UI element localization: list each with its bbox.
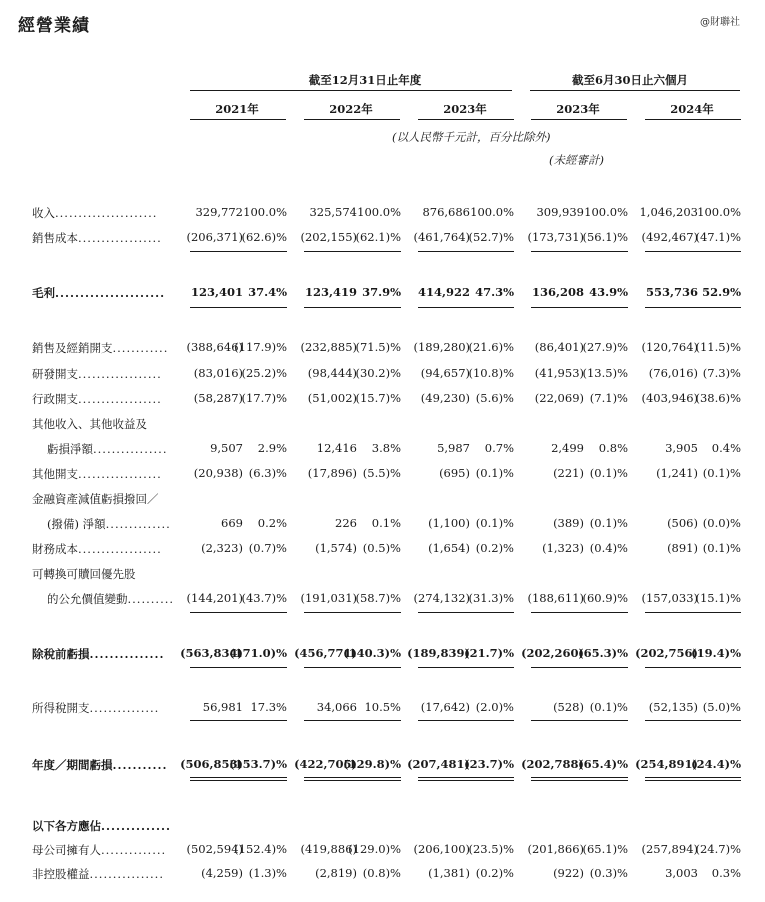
amount-cell: (1,381)	[428, 866, 470, 880]
row-label-text: 毛利	[32, 286, 55, 300]
total-rule	[531, 720, 628, 721]
amount-cell: (52,135)	[648, 700, 698, 714]
group-header-six-months: 截至6月30日止六個月	[571, 73, 688, 87]
row-label	[32, 757, 168, 773]
row-label-text: (撥備) 淨額	[47, 517, 106, 531]
percent-cell: (129.8)%	[343, 757, 401, 771]
amount-cell: (206,100)	[413, 842, 470, 856]
amount-cell: 12,416	[316, 441, 357, 455]
leader-dots: ..........	[127, 592, 175, 606]
row-label	[32, 416, 147, 432]
percent-cell: (23.7)%	[464, 757, 514, 771]
year-underline-2024-h1	[645, 119, 741, 120]
leader-dots: ................	[93, 442, 168, 456]
percent-cell: (58.7)%	[355, 591, 401, 605]
percent-cell: 100.0%	[584, 205, 628, 219]
amount-cell: 136,208	[531, 285, 584, 299]
table-row	[0, 340, 765, 358]
leader-dots: ..............	[101, 819, 172, 833]
percent-cell: (0.1)%	[475, 516, 514, 530]
percent-cell: 47.3%	[475, 285, 514, 299]
amount-cell: (419,886)	[300, 842, 357, 856]
amount-cell: (202,155)	[300, 230, 357, 244]
percent-cell: (24.7)%	[695, 842, 741, 856]
total-rule	[418, 251, 514, 252]
row-label-text: 年度／期間虧損	[32, 758, 113, 772]
leader-dots: ................	[89, 867, 164, 881]
amount-cell: 9,507	[210, 441, 243, 455]
watermark: @財聯社	[700, 17, 740, 28]
row-label	[32, 466, 162, 482]
amount-cell: (891)	[667, 541, 698, 555]
percent-cell: (15.7)%	[355, 391, 401, 405]
amount-cell: (202,260)	[521, 646, 584, 660]
total-rule	[418, 780, 514, 781]
amount-cell: (695)	[439, 466, 470, 480]
row-label	[32, 842, 166, 858]
row-label	[32, 491, 159, 507]
group-header-annual: 截至12月31日止年度	[308, 73, 422, 87]
percent-cell: (13.5)%	[582, 366, 628, 380]
percent-cell: (65.3)%	[578, 646, 628, 660]
amount-cell: (456,771)	[294, 646, 357, 660]
year-header-2022: 2022年	[329, 102, 373, 116]
table-row	[0, 541, 765, 559]
amount-cell: 669	[221, 516, 243, 530]
year-underline-2021	[190, 119, 286, 120]
amount-cell: (922)	[553, 866, 584, 880]
row-label	[32, 366, 162, 382]
percent-cell: (60.9)%	[582, 591, 628, 605]
amount-cell: (221)	[553, 466, 584, 480]
row-label-text: 財務成本	[32, 542, 78, 556]
table-row	[0, 700, 765, 718]
total-rule	[190, 720, 287, 721]
percent-cell: (10.8)%	[468, 366, 514, 380]
amount-cell: (506)	[667, 516, 698, 530]
percent-cell: (65.4)%	[578, 757, 628, 771]
amount-cell: (1,323)	[542, 541, 584, 555]
amount-cell: (22,069)	[534, 391, 584, 405]
amount-cell: 2,499	[551, 441, 584, 455]
percent-cell: (129.0)%	[348, 842, 401, 856]
percent-cell: 37.4%	[248, 285, 287, 299]
year-header-2023: 2023年	[443, 102, 487, 116]
amount-cell: (157,033)	[641, 591, 698, 605]
amount-cell: (4,259)	[201, 866, 243, 880]
total-rule	[418, 307, 514, 308]
amount-cell: 414,922	[417, 285, 470, 299]
total-rule	[304, 307, 401, 308]
percent-cell: (5.0)%	[702, 700, 741, 714]
percent-cell: (7.1)%	[589, 391, 628, 405]
amount-cell: (389)	[553, 516, 584, 530]
percent-cell: 3.8%	[371, 441, 401, 455]
amount-cell: 876,686	[422, 205, 470, 219]
row-label	[32, 391, 162, 407]
amount-cell: (1,100)	[428, 516, 470, 530]
total-rule	[418, 720, 514, 721]
row-label-text: 虧損淨額	[47, 442, 93, 456]
amount-cell: (120,764)	[641, 340, 698, 354]
amount-cell: (173,731)	[527, 230, 584, 244]
amount-cell: 226	[335, 516, 357, 530]
percent-cell: (19.4)%	[691, 646, 741, 660]
row-label-text: 其他收入、其他收益及	[32, 417, 147, 431]
amount-cell: (502,594)	[186, 842, 243, 856]
percent-cell: (152.4)%	[234, 842, 287, 856]
leader-dots: ..............	[105, 517, 171, 531]
table-row	[0, 757, 765, 775]
amount-cell: (528)	[553, 700, 584, 714]
row-label-text: 銷售及經銷開支	[32, 341, 113, 355]
amount-cell: (422,705)	[294, 757, 357, 771]
amount-cell: (274,132)	[413, 591, 470, 605]
percent-cell: 100.0%	[470, 205, 514, 219]
leader-dots: ..................	[78, 542, 162, 556]
percent-cell: (38.6)%	[695, 391, 741, 405]
row-label-text: 的公允價值變動	[47, 592, 128, 606]
table-row	[0, 466, 765, 484]
leader-dots: ...........	[112, 758, 168, 772]
amount-cell: 56,981	[202, 700, 243, 714]
percent-cell: (0.2)%	[475, 541, 514, 555]
total-rule	[531, 612, 628, 613]
leader-dots: ..................	[78, 231, 162, 245]
row-label	[32, 700, 159, 716]
percent-cell: (0.1)%	[475, 466, 514, 480]
group-underline-six-months	[530, 90, 740, 91]
percent-cell: (0.1)%	[702, 541, 741, 555]
leader-dots: ..............	[101, 843, 167, 857]
row-label	[32, 205, 157, 221]
percent-cell: 37.9%	[362, 285, 401, 299]
amount-cell: (17,896)	[307, 466, 357, 480]
percent-cell: (117.9)%	[234, 340, 287, 354]
percent-cell: (24.4)%	[691, 757, 741, 771]
percent-cell: (0.1)%	[589, 466, 628, 480]
percent-cell: (0.5)%	[362, 541, 401, 555]
row-label-text: 可轉換可贖回優先股	[32, 567, 136, 581]
percent-cell: (65.1)%	[582, 842, 628, 856]
amount-cell: (506,853)	[180, 757, 243, 771]
amount-cell: (207,481)	[407, 757, 470, 771]
amount-cell: (189,839)	[407, 646, 470, 660]
amount-cell: (254,891)	[635, 757, 698, 771]
amount-cell: (202,788)	[521, 757, 584, 771]
total-rule	[531, 667, 628, 668]
total-rule	[645, 667, 741, 668]
percent-cell: (5.6)%	[475, 391, 514, 405]
group-underline-annual	[190, 90, 512, 91]
amount-cell: 3,905	[665, 441, 698, 455]
percent-cell: (0.7)%	[248, 541, 287, 555]
total-rule	[645, 251, 741, 252]
percent-cell: (0.1)%	[589, 516, 628, 530]
row-label	[32, 566, 136, 582]
amount-cell: (41,953)	[534, 366, 584, 380]
table-row	[0, 818, 765, 836]
percent-cell: 2.9%	[257, 441, 287, 455]
total-rule	[190, 251, 287, 252]
percent-cell: (62.1)%	[355, 230, 401, 244]
total-rule	[190, 612, 287, 613]
percent-cell: (62.6)%	[241, 230, 287, 244]
percent-cell: (30.2)%	[355, 366, 401, 380]
row-label-text: 母公司擁有人	[32, 843, 101, 857]
amount-cell: (94,657)	[420, 366, 470, 380]
amount-cell: (76,016)	[648, 366, 698, 380]
percent-cell: 0.2%	[257, 516, 287, 530]
percent-cell: (47.1)%	[695, 230, 741, 244]
row-label	[32, 340, 168, 356]
total-rule	[645, 780, 741, 781]
total-rule	[645, 777, 741, 778]
amount-cell: 123,419	[304, 285, 357, 299]
table-row	[0, 391, 765, 409]
row-label-text: 其他開支	[32, 467, 78, 481]
unaudited-note: (未經審計)	[549, 153, 604, 167]
amount-cell: 34,066	[316, 700, 357, 714]
amount-cell: 1,046,203	[639, 205, 698, 219]
amount-cell: (191,031)	[300, 591, 357, 605]
percent-cell: (21.6)%	[468, 340, 514, 354]
amount-cell: (17,642)	[420, 700, 470, 714]
table-row	[0, 842, 765, 860]
amount-cell: (563,834)	[180, 646, 243, 660]
total-rule	[304, 251, 401, 252]
percent-cell: (52.7)%	[468, 230, 514, 244]
row-label	[32, 285, 165, 301]
amount-cell: (2,323)	[201, 541, 243, 555]
row-label	[32, 818, 171, 834]
year-underline-2023	[418, 119, 514, 120]
percent-cell: (0.1)%	[702, 466, 741, 480]
percent-cell: 0.3%	[711, 866, 741, 880]
total-rule	[531, 780, 628, 781]
amount-cell: 5,987	[437, 441, 470, 455]
total-rule	[304, 777, 401, 778]
percent-cell: (153.7)%	[229, 757, 287, 771]
amount-cell: (51,002)	[307, 391, 357, 405]
leader-dots: ..................	[78, 392, 162, 406]
percent-cell: (31.3)%	[468, 591, 514, 605]
leader-dots: ......................	[55, 206, 158, 220]
amount-cell: (189,280)	[413, 340, 470, 354]
total-rule	[190, 780, 287, 781]
leader-dots: ...............	[89, 647, 165, 661]
table-row	[0, 646, 765, 664]
table-row	[0, 416, 765, 434]
total-rule	[645, 720, 741, 721]
percent-cell: 100.0%	[697, 205, 741, 219]
percent-cell: (6.3)%	[248, 466, 287, 480]
currency-note: (以人民幣千元計，百分比除外)	[392, 130, 551, 144]
amount-cell: (144,201)	[186, 591, 243, 605]
amount-cell: (202,756)	[635, 646, 698, 660]
row-label-text: 銷售成本	[32, 231, 78, 245]
row-label	[32, 646, 165, 662]
amount-cell: (86,401)	[534, 340, 584, 354]
total-rule	[645, 612, 741, 613]
table-row	[0, 516, 765, 534]
percent-cell: (140.3)%	[343, 646, 401, 660]
table-row	[0, 205, 765, 223]
percent-cell: (0.0)%	[702, 516, 741, 530]
total-rule	[418, 667, 514, 668]
total-rule	[304, 667, 401, 668]
amount-cell: (257,894)	[641, 842, 698, 856]
row-label-text: 非控股權益	[32, 867, 90, 881]
percent-cell: (171.0)%	[229, 646, 287, 660]
year-underline-2023-h1	[531, 119, 627, 120]
percent-cell: (71.5)%	[355, 340, 401, 354]
year-header-2023-h1: 2023年	[556, 102, 600, 116]
row-label-text: 收入	[32, 206, 55, 220]
total-rule	[190, 777, 287, 778]
amount-cell: (20,938)	[193, 466, 243, 480]
percent-cell: (5.5)%	[362, 466, 401, 480]
percent-cell: (7.3)%	[702, 366, 741, 380]
amount-cell: (58,287)	[193, 391, 243, 405]
table-row	[0, 230, 765, 248]
total-rule	[531, 307, 628, 308]
percent-cell: 43.9%	[589, 285, 628, 299]
percent-cell: (25.2)%	[241, 366, 287, 380]
amount-cell: (206,371)	[186, 230, 243, 244]
leader-dots: ......................	[55, 286, 166, 300]
percent-cell: (0.3)%	[589, 866, 628, 880]
table-row	[0, 441, 765, 459]
table-row	[0, 866, 765, 884]
percent-cell: (23.5)%	[468, 842, 514, 856]
percent-cell: (43.7)%	[241, 591, 287, 605]
total-rule	[418, 777, 514, 778]
row-label-text: 行政開支	[32, 392, 78, 406]
row-label-text: 研發開支	[32, 367, 78, 381]
amount-cell: (1,574)	[315, 541, 357, 555]
percent-cell: 17.3%	[250, 700, 287, 714]
total-rule	[645, 307, 741, 308]
percent-cell: (0.8)%	[362, 866, 401, 880]
amount-cell: (188,611)	[527, 591, 584, 605]
total-rule	[304, 612, 401, 613]
total-rule	[304, 720, 401, 721]
amount-cell: (83,016)	[193, 366, 243, 380]
percent-cell: 0.8%	[598, 441, 628, 455]
leader-dots: ..................	[78, 367, 162, 381]
amount-cell: 309,939	[536, 205, 584, 219]
total-rule	[418, 612, 514, 613]
percent-cell: (56.1)%	[582, 230, 628, 244]
amount-cell: (403,946)	[641, 391, 698, 405]
percent-cell: 52.9%	[702, 285, 741, 299]
table-row	[0, 591, 765, 609]
percent-cell: 0.7%	[484, 441, 514, 455]
row-label-text: 除稅前虧損	[32, 647, 90, 661]
leader-dots: ...............	[89, 701, 160, 715]
percent-cell: 100.0%	[357, 205, 401, 219]
row-label	[47, 441, 168, 457]
percent-cell: (17.7)%	[241, 391, 287, 405]
amount-cell: 325,574	[309, 205, 357, 219]
total-rule	[531, 251, 628, 252]
percent-cell: (11.5)%	[695, 340, 741, 354]
percent-cell: 10.5%	[364, 700, 401, 714]
row-label-text: 以下各方應佔	[32, 819, 101, 833]
page-title: 經營業績	[18, 16, 90, 36]
table-row	[0, 285, 765, 303]
amount-cell: (1,654)	[428, 541, 470, 555]
amount-cell: 329,772	[195, 205, 243, 219]
leader-dots: ..................	[78, 467, 162, 481]
amount-cell: 123,401	[190, 285, 243, 299]
year-header-2021: 2021年	[215, 102, 259, 116]
percent-cell: (2.0)%	[475, 700, 514, 714]
row-label	[32, 866, 164, 882]
percent-cell: (15.1)%	[695, 591, 741, 605]
percent-cell: 0.4%	[711, 441, 741, 455]
table-row	[0, 491, 765, 509]
percent-cell: (27.9)%	[582, 340, 628, 354]
amount-cell: (461,764)	[413, 230, 470, 244]
row-label	[32, 230, 162, 246]
amount-cell: (1,241)	[656, 466, 698, 480]
row-label	[47, 591, 174, 607]
total-rule	[304, 780, 401, 781]
percent-cell: (0.2)%	[475, 866, 514, 880]
percent-cell: 100.0%	[243, 205, 287, 219]
table-row	[0, 366, 765, 384]
percent-cell: (0.1)%	[589, 700, 628, 714]
leader-dots: ............	[112, 341, 169, 355]
amount-cell: (201,866)	[527, 842, 584, 856]
percent-cell: (0.4)%	[589, 541, 628, 555]
row-label-text: 金融資產減值虧損撥回／	[32, 492, 159, 506]
row-label-text: 所得稅開支	[32, 701, 90, 715]
percent-cell: 0.1%	[371, 516, 401, 530]
percent-cell: (1.3)%	[248, 866, 287, 880]
amount-cell: 553,736	[645, 285, 698, 299]
percent-cell: (21.7)%	[464, 646, 514, 660]
total-rule	[190, 667, 287, 668]
amount-cell: (98,444)	[307, 366, 357, 380]
amount-cell: 3,003	[665, 866, 698, 880]
amount-cell: (232,885)	[300, 340, 357, 354]
year-header-2024-h1: 2024年	[670, 102, 714, 116]
amount-cell: (2,819)	[315, 866, 357, 880]
total-rule	[531, 777, 628, 778]
amount-cell: (492,467)	[641, 230, 698, 244]
row-label	[32, 541, 162, 557]
amount-cell: (49,230)	[420, 391, 470, 405]
amount-cell: (388,646)	[186, 340, 243, 354]
year-underline-2022	[304, 119, 400, 120]
total-rule	[190, 307, 287, 308]
table-row	[0, 566, 765, 584]
row-label	[47, 516, 171, 532]
